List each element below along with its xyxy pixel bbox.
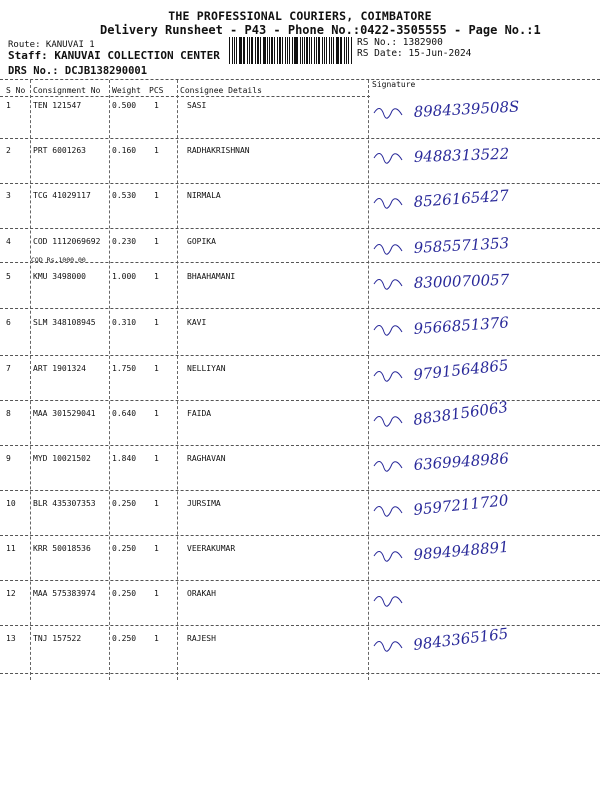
signature-scribble bbox=[374, 153, 402, 163]
cell-weight: 0.160 bbox=[112, 146, 137, 155]
cell-pcs: 1 bbox=[154, 544, 159, 553]
cell-consignment: KRR 50018536 bbox=[33, 544, 91, 553]
barcode-bar bbox=[236, 37, 237, 64]
cell-weight: 1.750 bbox=[112, 364, 137, 373]
barcode-bar bbox=[257, 37, 259, 64]
barcode-bar bbox=[331, 37, 332, 64]
barcode-bar bbox=[244, 37, 245, 64]
barcode-bar bbox=[322, 37, 323, 64]
cell-consignee: VEERAKUMAR bbox=[187, 544, 236, 553]
barcode-bar bbox=[271, 37, 272, 64]
row-separator bbox=[0, 138, 600, 139]
cell-pcs: 1 bbox=[154, 364, 159, 373]
cell-consignee: BHAAHAMANI bbox=[187, 272, 236, 281]
barcode-bar bbox=[316, 37, 317, 64]
signature-handwriting bbox=[372, 358, 592, 402]
signature-phone-number: 8526165427 bbox=[413, 186, 510, 211]
signature-handwriting bbox=[372, 493, 592, 537]
cell-consignment: SLM 348108945 bbox=[33, 318, 96, 327]
route-label: Route: KANUVAI 1 bbox=[8, 40, 95, 50]
barcode-bar bbox=[243, 37, 244, 64]
signature-phone-number: 6369948986 bbox=[413, 449, 510, 474]
row-separator bbox=[0, 183, 600, 184]
rs-number: RS No.: 1382900 bbox=[357, 37, 443, 48]
barcode-bar bbox=[269, 37, 270, 64]
drs-number: DRS No.: DCJB138290001 bbox=[8, 65, 148, 77]
barcode-bar bbox=[255, 37, 256, 64]
signature-scribble bbox=[374, 506, 402, 516]
rs-date: RS Date: 15-Jun-2024 bbox=[357, 48, 472, 59]
row-separator bbox=[0, 673, 600, 674]
cell-consignment: BLR 435307353 bbox=[33, 499, 96, 508]
cell-weight: 0.310 bbox=[112, 318, 137, 327]
signature-phone-number: 8300070057 bbox=[413, 270, 510, 292]
cell-consignee: RAJESH bbox=[187, 634, 216, 643]
col-rule bbox=[30, 80, 31, 680]
signature-handwriting bbox=[372, 583, 592, 627]
signature-scribble bbox=[374, 325, 402, 335]
cell-sno: 2 bbox=[6, 146, 11, 155]
col-header-weight: Weight bbox=[112, 86, 141, 95]
barcode-bar bbox=[229, 37, 230, 64]
signature-phone-number: 9566851376 bbox=[413, 313, 510, 338]
cell-consignment: MAA 301529041 bbox=[33, 409, 96, 418]
cell-sno: 13 bbox=[6, 634, 16, 643]
cell-pcs: 1 bbox=[154, 191, 159, 200]
cell-weight: 0.250 bbox=[112, 634, 137, 643]
cell-consignment: TEN 121547 bbox=[33, 101, 82, 110]
barcode-bar bbox=[302, 37, 303, 64]
barcode-bar bbox=[311, 37, 312, 64]
cell-pcs: 1 bbox=[154, 454, 159, 463]
barcode-bar bbox=[333, 37, 334, 64]
barcode-bar bbox=[340, 37, 342, 64]
signature-handwriting bbox=[372, 95, 592, 139]
barcode-bar bbox=[234, 37, 235, 64]
cell-weight: 0.500 bbox=[112, 101, 137, 110]
cell-sno: 3 bbox=[6, 191, 11, 200]
signature-scribble bbox=[374, 108, 402, 118]
signature-handwriting bbox=[372, 538, 592, 582]
row-separator bbox=[0, 400, 600, 401]
signature-handwriting bbox=[372, 185, 592, 229]
col-header-sno: S No bbox=[6, 86, 26, 95]
cell-sno: 8 bbox=[6, 409, 11, 418]
col-header-signature: Signature bbox=[372, 80, 416, 89]
cell-consignee: NIRMALA bbox=[187, 191, 221, 200]
cell-weight: 0.250 bbox=[112, 544, 137, 553]
row-separator bbox=[0, 625, 600, 626]
signature-scribble bbox=[374, 416, 402, 426]
col-rule bbox=[109, 80, 110, 680]
barcode-bar bbox=[232, 37, 233, 64]
cell-pcs: 1 bbox=[154, 237, 159, 246]
barcode-bar bbox=[263, 37, 264, 64]
barcode-bar bbox=[351, 37, 352, 64]
cell-weight: 0.530 bbox=[112, 191, 137, 200]
signature-phone-number: 9488313522 bbox=[413, 144, 510, 166]
barcode-bar bbox=[287, 37, 288, 64]
col-rule bbox=[368, 80, 369, 680]
signature-handwriting bbox=[372, 397, 592, 447]
cell-consignment: KMU 3498000 bbox=[33, 272, 86, 281]
cell-consignee: RAGHAVAN bbox=[187, 454, 226, 463]
barcode-bar bbox=[292, 37, 293, 64]
cell-sno: 10 bbox=[6, 499, 16, 508]
cell-sno: 7 bbox=[6, 364, 11, 373]
cell-sno: 12 bbox=[6, 589, 16, 598]
barcode-bar bbox=[337, 37, 338, 64]
barcode bbox=[229, 37, 353, 64]
cod-amount-note: COD Rs.1000.00 bbox=[31, 256, 86, 264]
barcode-bar bbox=[279, 37, 281, 64]
barcode-bar bbox=[274, 37, 275, 64]
barcode-bar bbox=[247, 37, 248, 64]
barcode-bar bbox=[309, 37, 310, 64]
barcode-bar bbox=[304, 37, 305, 64]
cell-consignee: JURSIMA bbox=[187, 499, 221, 508]
row-separator bbox=[0, 445, 600, 446]
barcode-bar bbox=[336, 37, 337, 64]
barcode-bar bbox=[295, 37, 297, 64]
col-header-consignment: Consignment No bbox=[33, 86, 101, 95]
cell-consignee: GOPIKA bbox=[187, 237, 216, 246]
cell-sno: 4 bbox=[6, 237, 11, 246]
row-separator bbox=[0, 262, 600, 263]
barcode-bar bbox=[260, 37, 261, 64]
barcode-bar bbox=[267, 37, 268, 64]
barcode-bar bbox=[344, 37, 345, 64]
signature-scribble bbox=[374, 461, 402, 471]
cell-consignee: FAIDA bbox=[187, 409, 212, 418]
row-separator bbox=[0, 308, 600, 309]
cell-sno: 1 bbox=[6, 101, 11, 110]
cell-pcs: 1 bbox=[154, 101, 159, 110]
signature-phone-number: 9791564865 bbox=[412, 356, 510, 384]
staff-label: Staff: KANUVAI COLLECTION CENTER bbox=[8, 49, 220, 62]
header-bottom-rule bbox=[0, 96, 370, 97]
cell-sno: 11 bbox=[6, 544, 16, 553]
cell-consignment: COD 1112069692 bbox=[33, 237, 101, 246]
cell-pcs: 1 bbox=[154, 318, 159, 327]
cell-sno: 6 bbox=[6, 318, 11, 327]
cell-weight: 0.250 bbox=[112, 499, 137, 508]
row-separator bbox=[0, 490, 600, 491]
signature-scribble bbox=[374, 596, 402, 606]
signature-handwriting bbox=[372, 140, 592, 184]
signature-handwriting bbox=[372, 266, 592, 310]
barcode-bar bbox=[329, 37, 330, 64]
cell-weight: 0.230 bbox=[112, 237, 137, 246]
cell-pcs: 1 bbox=[154, 409, 159, 418]
barcode-bar bbox=[306, 37, 307, 64]
barcode-bar bbox=[251, 37, 252, 64]
barcode-bar bbox=[324, 37, 325, 64]
signature-phone-number: 8838156063 bbox=[412, 397, 510, 429]
cell-pcs: 1 bbox=[154, 272, 159, 281]
signature-phone-number: 9894948891 bbox=[412, 537, 510, 564]
signature-phone-number: 9843365165 bbox=[412, 624, 510, 654]
col-header-pcs: PCS bbox=[149, 86, 164, 95]
cell-consignment: TNJ 157522 bbox=[33, 634, 82, 643]
barcode-bar bbox=[264, 37, 265, 64]
cell-weight: 0.250 bbox=[112, 589, 137, 598]
cell-consignee: ORAKAH bbox=[187, 589, 216, 598]
barcode-bar bbox=[294, 37, 295, 64]
signature-phone-number: 8984339508S bbox=[413, 97, 520, 121]
signature-phone-number: 9585571353 bbox=[413, 234, 510, 257]
runsheet-subtitle: Delivery Runsheet - P43 - Phone No.:0422-3505555 - Page No.:1 bbox=[100, 23, 541, 37]
row-separator bbox=[0, 535, 600, 536]
barcode-bar bbox=[300, 37, 301, 64]
signature-handwriting bbox=[372, 448, 592, 492]
document-title: THE PROFESSIONAL COURIERS, COIMBATORE bbox=[168, 9, 432, 23]
cell-consignee: KAVI bbox=[187, 318, 207, 327]
cell-pcs: 1 bbox=[154, 499, 159, 508]
cell-pcs: 1 bbox=[154, 634, 159, 643]
barcode-bar bbox=[239, 37, 241, 64]
barcode-bar bbox=[285, 37, 286, 64]
barcode-bar bbox=[314, 37, 315, 64]
barcode-bar bbox=[289, 37, 290, 64]
signature-scribble bbox=[374, 198, 402, 208]
cell-consignment: MYD 10021502 bbox=[33, 454, 91, 463]
cell-consignee: RADHAKRISHNAN bbox=[187, 146, 250, 155]
barcode-bar bbox=[346, 37, 347, 64]
barcode-bar bbox=[348, 37, 349, 64]
cell-consignment: ART 1901324 bbox=[33, 364, 86, 373]
signature-scribble bbox=[374, 551, 402, 561]
cell-consignment: TCG 41029117 bbox=[33, 191, 91, 200]
signature-handwriting bbox=[372, 312, 592, 356]
cell-consignee: SASI bbox=[187, 101, 207, 110]
signature-scribble bbox=[374, 371, 402, 381]
cell-consignee: NELLIYAN bbox=[187, 364, 226, 373]
barcode-bar bbox=[326, 37, 327, 64]
barcode-bar bbox=[318, 37, 320, 64]
row-separator bbox=[0, 580, 600, 581]
cell-pcs: 1 bbox=[154, 589, 159, 598]
row-separator bbox=[0, 228, 600, 229]
signature-scribble bbox=[374, 279, 402, 289]
cell-weight: 1.000 bbox=[112, 272, 137, 281]
cell-weight: 0.640 bbox=[112, 409, 137, 418]
col-rule bbox=[177, 80, 178, 680]
signature-handwriting bbox=[372, 624, 592, 672]
barcode-bar bbox=[249, 37, 250, 64]
barcode-bar bbox=[277, 37, 278, 64]
cell-pcs: 1 bbox=[154, 146, 159, 155]
barcode-bar bbox=[282, 37, 283, 64]
row-separator bbox=[0, 355, 600, 356]
cell-consignment: MAA 575383974 bbox=[33, 589, 96, 598]
cell-sno: 9 bbox=[6, 454, 11, 463]
header-top-rule bbox=[0, 79, 600, 80]
cell-weight: 1.840 bbox=[112, 454, 137, 463]
signature-phone-number: 9597211720 bbox=[412, 491, 510, 519]
cell-sno: 5 bbox=[6, 272, 11, 281]
col-header-consignee: Consignee Details bbox=[180, 86, 262, 95]
cell-consignment: PRT 6001263 bbox=[33, 146, 86, 155]
signature-scribble bbox=[374, 244, 402, 254]
signature-scribble bbox=[374, 641, 402, 651]
